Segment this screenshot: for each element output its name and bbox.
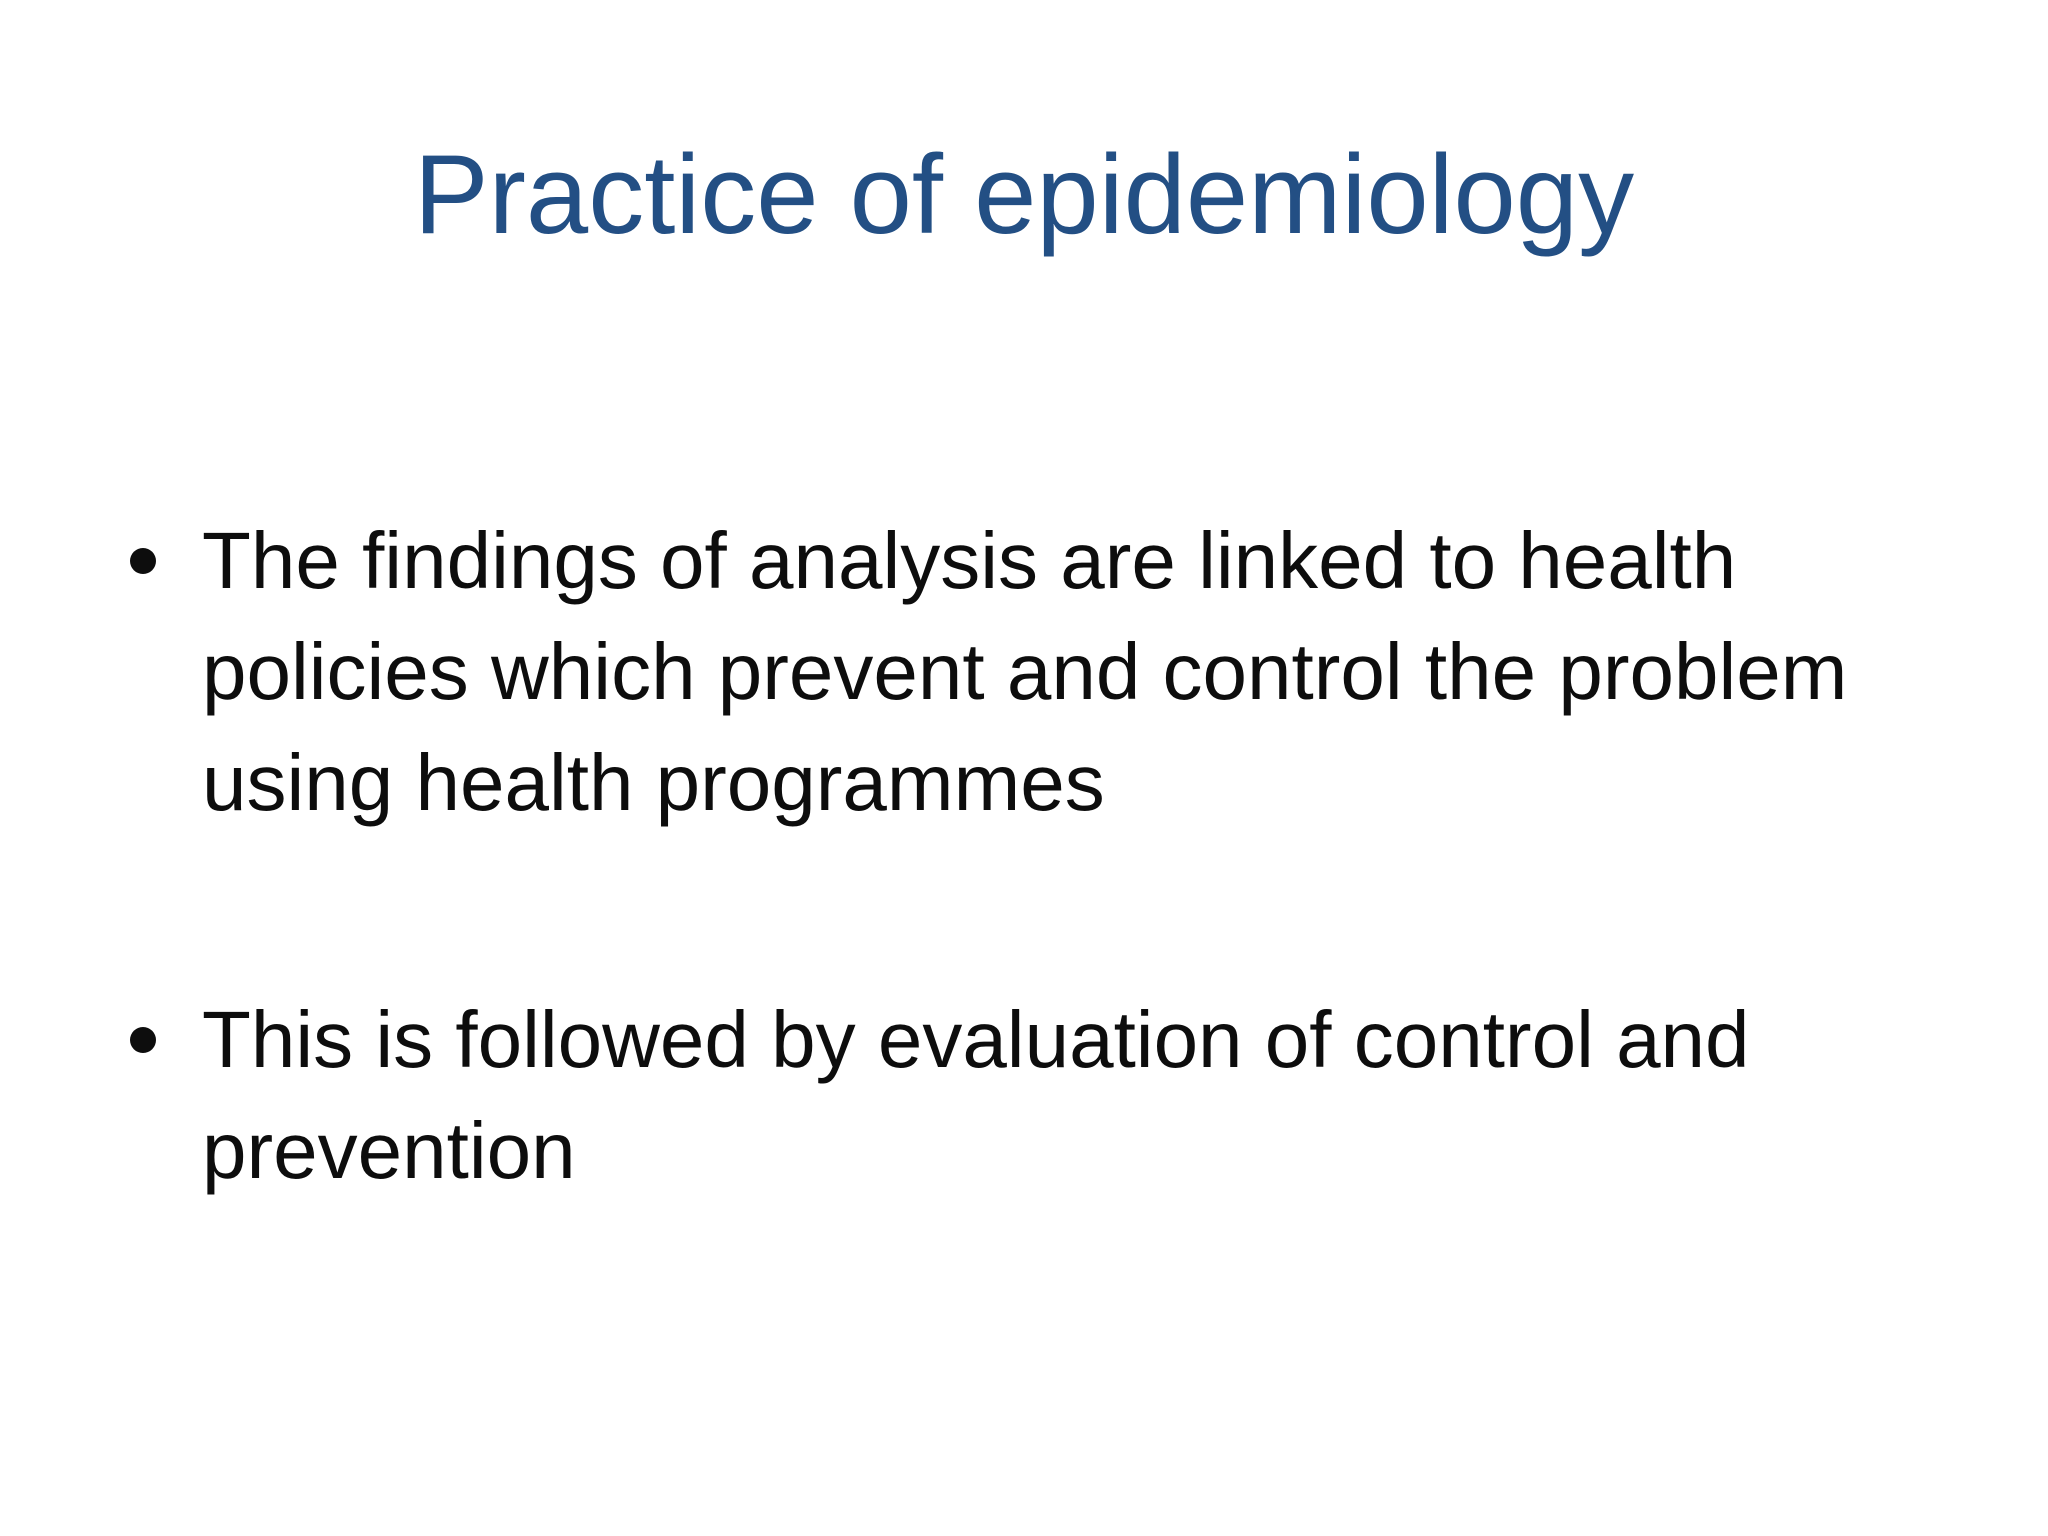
bullet-icon <box>130 548 156 574</box>
bullet-item <box>120 505 1920 838</box>
slide-title: Practice of epidemiology <box>413 132 1635 257</box>
bullet-icon <box>130 1027 156 1053</box>
bullet-text: This is followed by evaluation of control and prevention <box>202 995 1750 1195</box>
bullet-item <box>120 984 1920 1206</box>
bullet-text: The findings of analysis are linked to health policies which prevent and control the problem using health programmes <box>202 516 1848 827</box>
bullet-list <box>120 505 1920 1206</box>
